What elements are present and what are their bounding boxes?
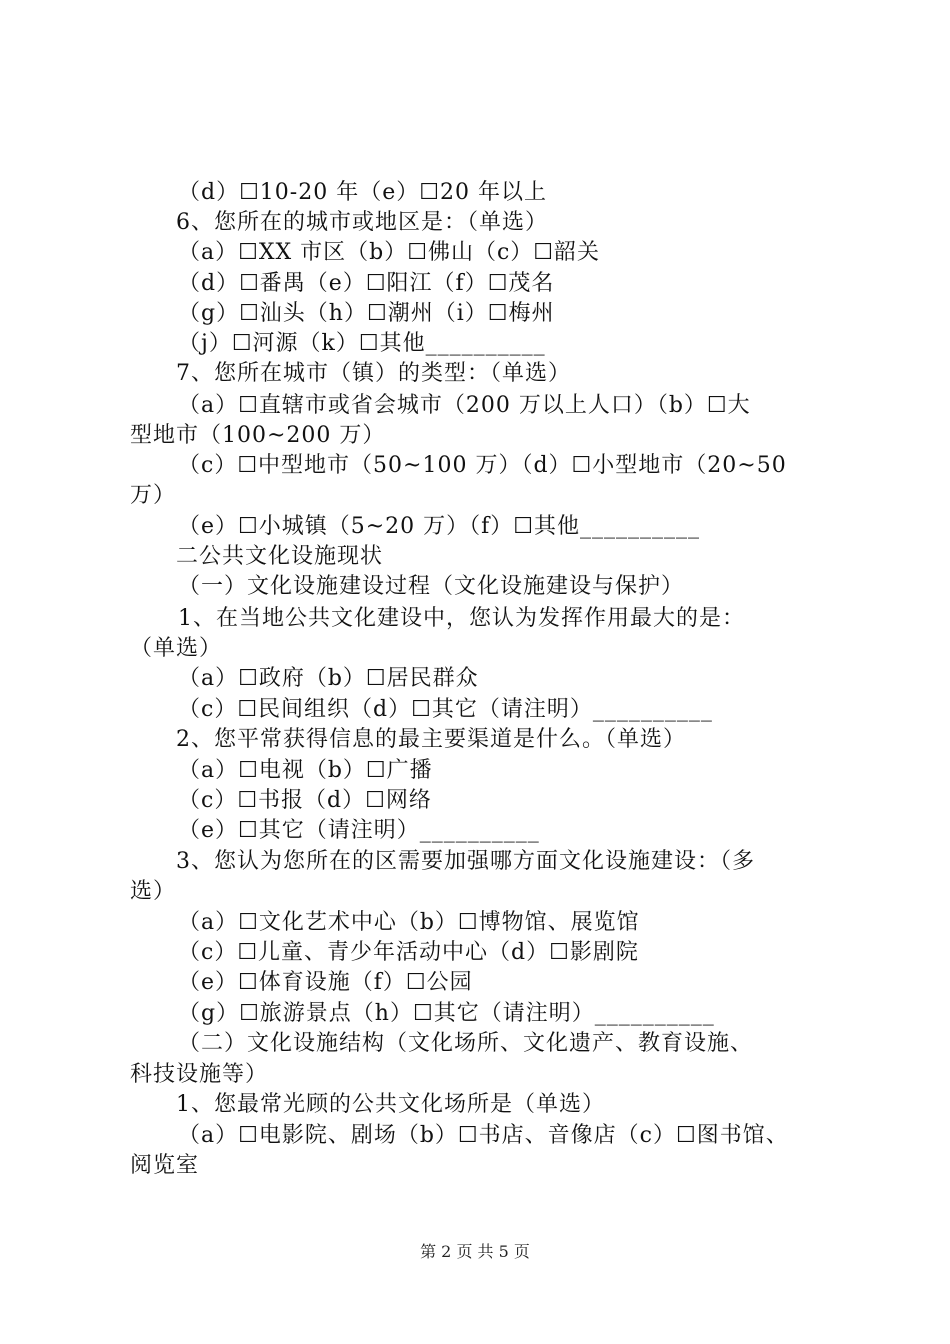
q7-options-row-1-wrap: 型地市（100~200 万） <box>130 423 386 448</box>
question-6: 6、您所在的城市或地区是：（单选） <box>176 210 548 235</box>
q6-options-row-2: （d）☐番禺（e）☐阳江（f）☐茂名 <box>178 271 555 296</box>
q6-options-row-1: （a）☐XX 市区（b）☐佛山（c）☐韶关 <box>178 240 601 265</box>
section-2-heading: 二公共文化设施现状 <box>176 544 384 569</box>
s2-q3-options-row-2: （c）☐儿童、青少年活动中心（d）☐影剧院 <box>178 940 639 965</box>
s2-question-1-wrap: （单选） <box>130 636 223 661</box>
s2-q1-options-row-2: （c）☐民间组织（d）☐其它（请注明）__________ <box>178 697 713 722</box>
q7-options-row-3: （e）☐小城镇（5~20 万）（f）☐其他__________ <box>178 514 701 539</box>
s2-q3-options-row-1: （a）☐文化艺术中心（b）☐博物馆、展览馆 <box>178 910 640 935</box>
q6-options-row-3: （g）☐汕头（h）☐潮州（i）☐梅州 <box>178 301 555 326</box>
subsection-2-heading-wrap: 科技设施等） <box>130 1062 269 1087</box>
s2-q3-options-row-3: （e）☐体育设施（f）☐公园 <box>178 970 473 995</box>
s2-q2-options-row-1: （a）☐电视（b）☐广播 <box>178 758 433 783</box>
s2-q1-options-row-1: （a）☐政府（b）☐居民群众 <box>178 666 479 691</box>
q7-options-row-1: （a）☐直辖市或省会城市（200 万以上人口）（b）☐大 <box>178 393 751 418</box>
s2-sub2-q1-options-row-1: （a）☐电影院、剧场（b）☐书店、音像店（c）☐图书馆、 <box>178 1123 789 1148</box>
s2-question-3-wrap: 选） <box>130 879 177 904</box>
subsection-2-heading: （二）文化设施结构（文化场所、文化遗产、教育设施、 <box>178 1031 754 1056</box>
s2-q2-options-row-3: （e）☐其它（请注明）__________ <box>178 818 540 843</box>
option-line-years: （d）☐10-20 年（e）☐20 年以上 <box>178 180 547 205</box>
question-7: 7、您所在城市（镇）的类型：（单选） <box>176 361 571 386</box>
s2-question-1: 1、在当地公共文化建设中，您认为发挥作用最大的是： <box>178 606 745 631</box>
s2-question-2: 2、您平常获得信息的最主要渠道是什么。（单选） <box>176 727 686 752</box>
s2-sub2-question-1: 1、您最常光顾的公共文化场所是（单选） <box>176 1092 605 1117</box>
s2-q2-options-row-2: （c）☐书报（d）☐网络 <box>178 788 432 813</box>
q7-options-row-2: （c）☐中型地市（50~100 万）（d）☐小型地市（20~50 <box>178 453 787 478</box>
page-footer: 第 2 页 共 5 页 <box>420 1242 530 1261</box>
s2-question-3: 3、您认为您所在的区需要加强哪方面文化设施建设：（多 <box>176 849 755 874</box>
q6-options-row-4: （j）☐河源（k）☐其他__________ <box>178 331 546 356</box>
q7-options-row-2-wrap: 万） <box>130 483 177 508</box>
subsection-1-heading: （一）文化设施建设过程（文化设施建设与保护） <box>178 574 685 599</box>
s2-q3-options-row-4: （g）☐旅游景点（h）☐其它（请注明）__________ <box>178 1001 715 1026</box>
s2-sub2-q1-options-row-1-wrap: 阅览室 <box>130 1153 200 1178</box>
